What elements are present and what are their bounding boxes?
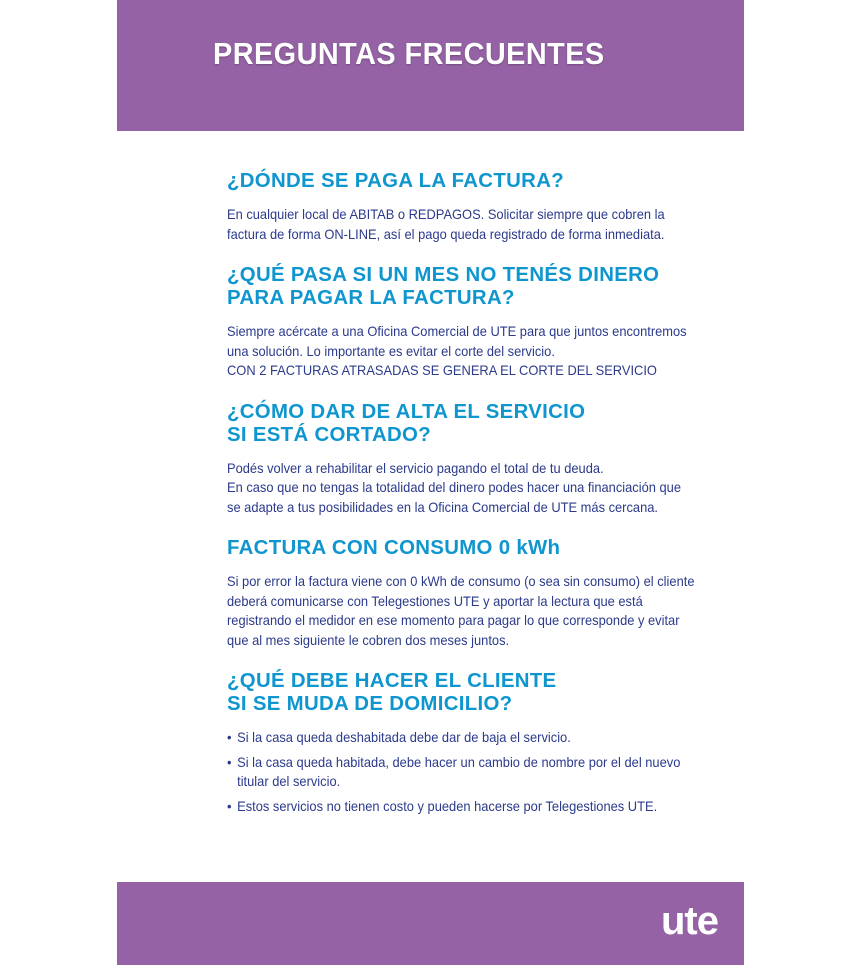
faq-question: ¿QUÉ DEBE HACER EL CLIENTE SI SE MUDA DE DOMICILIO? bbox=[227, 670, 557, 715]
answer-paragraph: En caso que no tengas la totalidad del dinero podes hacer una financiación que se adapte a tus posibilidades en la Oficina Comercial de UTE más cercana. bbox=[227, 479, 682, 515]
bullet-icon: • bbox=[227, 729, 232, 745]
faq-answer bbox=[227, 459, 696, 518]
faq-section-reconnect bbox=[227, 401, 717, 518]
header-banner bbox=[117, 0, 744, 131]
page-title: PREGUNTAS FRECUENTES bbox=[213, 36, 605, 71]
faq-section-zero-consumption bbox=[227, 537, 717, 650]
answer-paragraph: Siempre acércate a una Oficina Comercial de UTE para que juntos encontremos una solución. Lo importante es evitar el corte del servicio. bbox=[227, 323, 687, 359]
faq-answer bbox=[227, 205, 696, 244]
faq-section-payment-location bbox=[227, 170, 717, 244]
ute-logo: ute bbox=[661, 899, 718, 943]
answer-paragraph: Podés volver a rehabilitar el servicio pagando el total de tu deuda. bbox=[227, 459, 604, 476]
faq-content bbox=[227, 170, 717, 836]
faq-answer bbox=[227, 728, 696, 816]
list-item bbox=[227, 728, 696, 748]
footer-banner bbox=[117, 882, 744, 965]
bullet-list bbox=[227, 728, 696, 816]
faq-answer bbox=[227, 572, 696, 650]
faq-answer bbox=[227, 322, 696, 381]
bullet-icon: • bbox=[227, 753, 232, 770]
list-item-text: Estos servicios no tienen costo y pueden hacerse por Telegestiones UTE. bbox=[237, 797, 658, 814]
list-item-text: Si la casa queda deshabitada debe dar de baja el servicio. bbox=[237, 729, 571, 745]
list-item bbox=[227, 797, 696, 817]
faq-question: ¿QUÉ PASA SI UN MES NO TENÉS DINERO PARA PAGAR LA FACTURA? bbox=[227, 264, 660, 309]
faq-section-no-money bbox=[227, 264, 717, 381]
list-item bbox=[227, 753, 696, 792]
faq-panel bbox=[117, 0, 744, 965]
answer-paragraph: Si por error la factura viene con 0 kWh de consumo (o sea sin consumo) el cliente deberá comunicarse con Telegestiones UTE y aportar la lectura que está registrando el medidor en ese momento para pagar lo que corresponde y evitar que al mes siguiente le cobren dos meses juntos. bbox=[227, 573, 695, 648]
faq-question: ¿DÓNDE SE PAGA LA FACTURA? bbox=[227, 170, 564, 192]
faq-question: ¿CÓMO DAR DE ALTA EL SERVICIO SI ESTÁ CORTADO? bbox=[227, 400, 586, 446]
list-item-text: Si la casa queda habitada, debe hacer un cambio de nombre por el del nuevo titular del servicio. bbox=[237, 753, 681, 789]
bullet-icon: • bbox=[227, 797, 232, 814]
answer-warning: CON 2 FACTURAS ATRASADAS SE GENERA EL CORTE DEL SERVICIO bbox=[227, 362, 657, 378]
answer-paragraph: En cualquier local de ABITAB o REDPAGOS. Solicitar siempre que cobren la factura de forma ON-LINE, así el pago queda registrado de forma inmediata. bbox=[227, 206, 665, 242]
faq-section-moving bbox=[227, 670, 717, 816]
faq-question: FACTURA CON CONSUMO 0 kWh bbox=[227, 537, 561, 559]
